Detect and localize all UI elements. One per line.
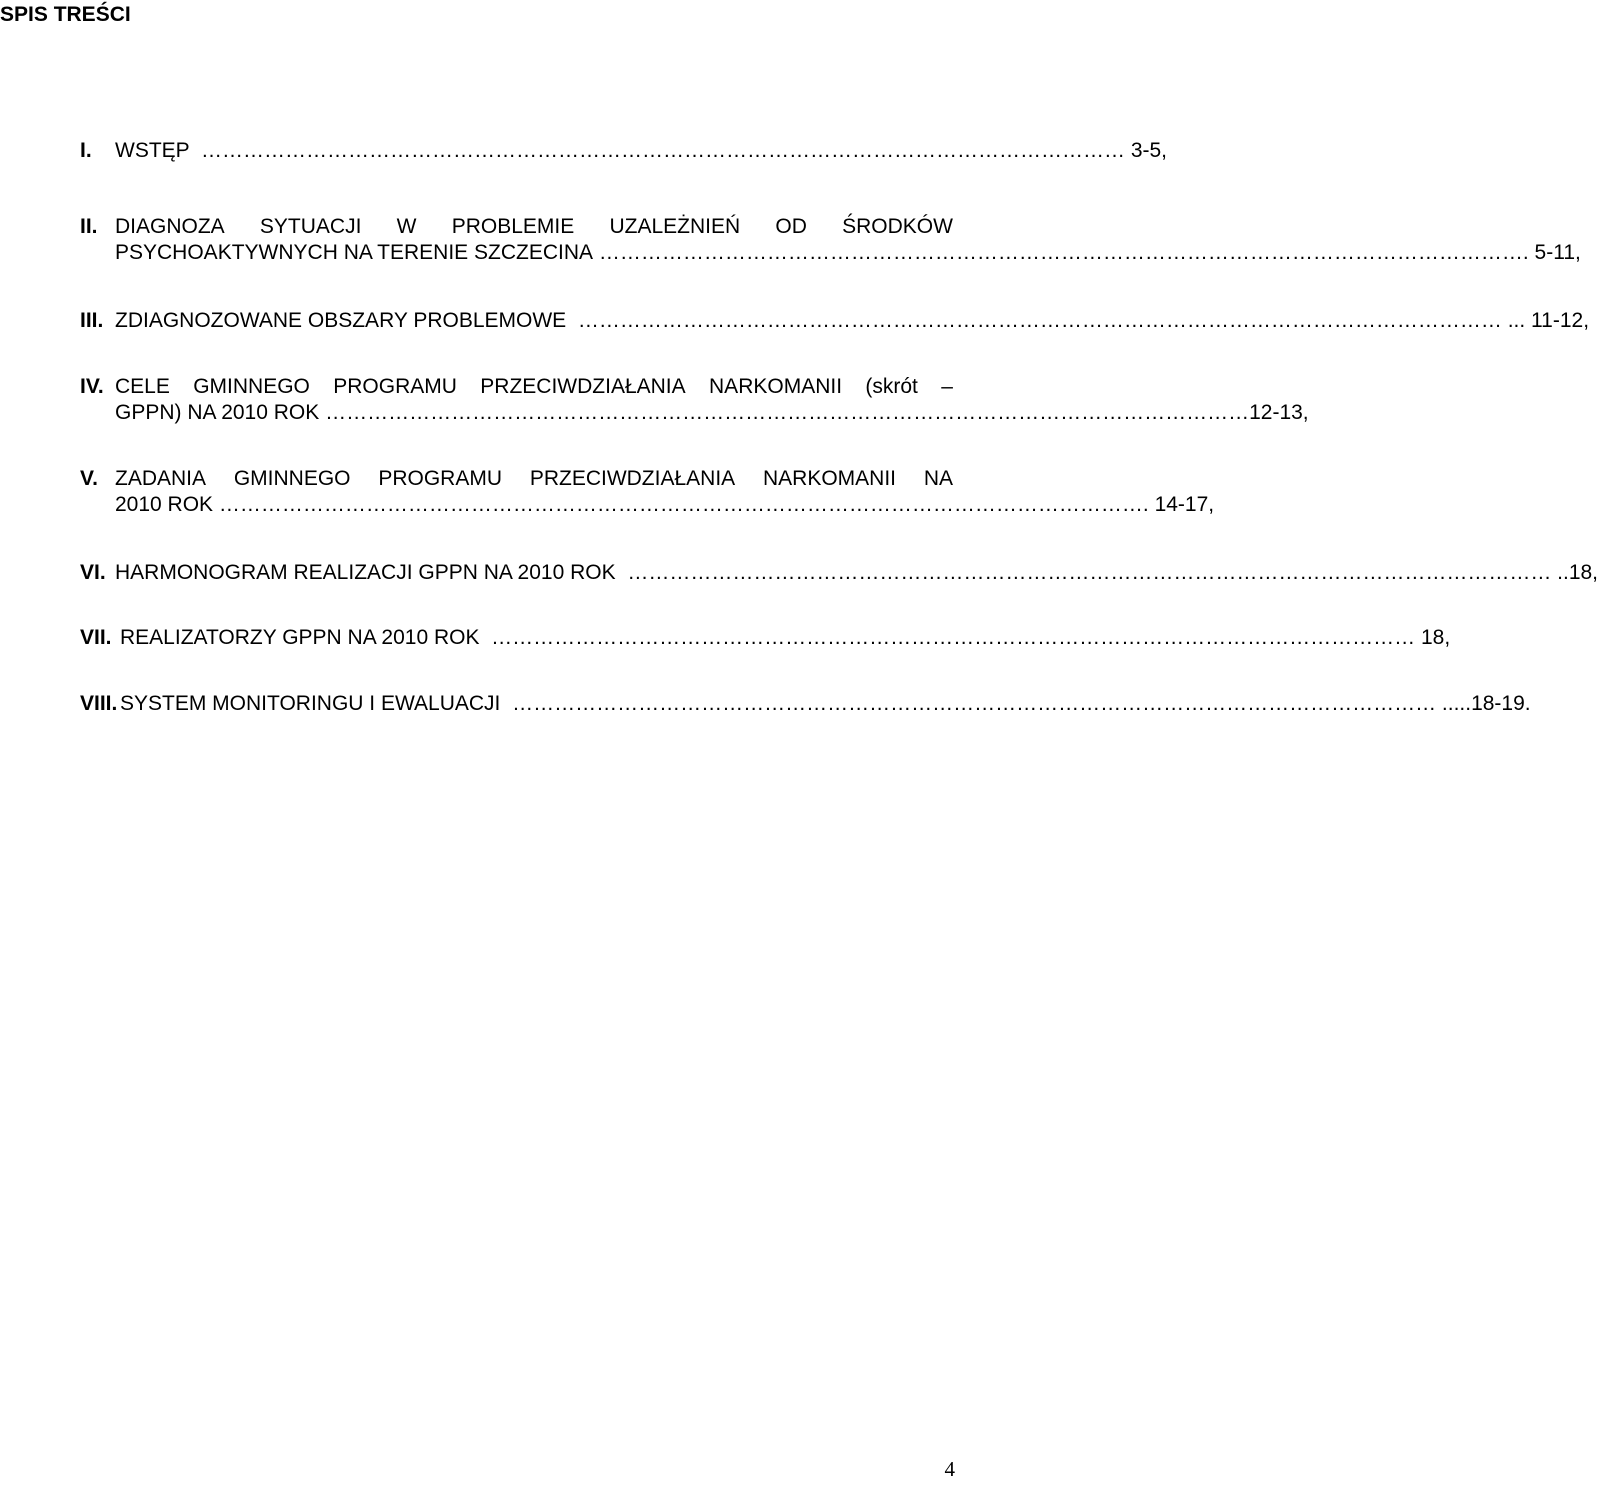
toc-entry-title: HARMONOGRAM REALIZACJI GPPN NA 2010 ROK <box>115 561 616 584</box>
title-word: UZALEŻNIEŃ <box>609 215 741 238</box>
toc-entry-number: II. <box>80 215 98 238</box>
toc-entry-7[interactable] <box>80 625 1451 651</box>
page-title: SPIS TREŚCI <box>0 3 131 26</box>
title-word: PRZECIWDZIAŁANIA <box>529 467 736 490</box>
toc-entry-1[interactable] <box>80 138 1168 164</box>
title-word: (skrót <box>865 375 918 398</box>
toc-entry-title-line2: PSYCHOAKTYWNYCH NA TERENIE SZCZECINA <box>115 241 594 264</box>
toc-entry-title-line1 <box>115 374 953 400</box>
title-word: PROGRAMU <box>333 375 457 398</box>
toc-entry-page: .....18-19. <box>1441 692 1531 715</box>
toc-entry-number: VII. <box>80 626 112 649</box>
title-word: SYTUACJI <box>259 215 362 238</box>
title-word: OD <box>775 215 807 238</box>
toc-entry-title-line1 <box>115 214 953 240</box>
toc-entry-page: ... 11-12, <box>1507 309 1590 332</box>
toc-entry-title-line2: 2010 ROK <box>115 493 214 516</box>
dot-leader <box>319 400 1249 426</box>
title-word: PROGRAMU <box>378 467 502 490</box>
dot-leader <box>572 309 1502 332</box>
toc-entry-title: SYSTEM MONITORINGU I EWALUACJI <box>120 692 501 715</box>
title-word: NA <box>923 467 953 490</box>
page-number: 4 <box>944 1457 955 1481</box>
toc-entry-page: 3-5, <box>1130 139 1168 162</box>
dot-leader <box>213 492 1143 518</box>
title-word: – <box>941 375 953 398</box>
toc-entry-2[interactable] <box>80 214 1581 266</box>
title-word: PRZECIWDZIAŁANIA <box>480 375 686 398</box>
toc-entry-title-line1 <box>115 466 953 492</box>
toc-entry-title: WSTĘP <box>115 139 190 162</box>
dot-leader <box>195 139 1125 162</box>
title-word: W <box>396 215 417 238</box>
toc-entry-page: . 14-17, <box>1142 493 1215 516</box>
toc-entry-number: VIII. <box>80 692 118 715</box>
dot-leader <box>506 692 1436 715</box>
toc-entry-4[interactable] <box>80 374 1309 426</box>
toc-entry-page: ..18, <box>1557 561 1598 584</box>
title-word: PROBLEMIE <box>451 215 575 238</box>
toc-entry-number: VI. <box>80 561 106 584</box>
toc-entry-5[interactable] <box>80 466 1215 518</box>
dot-leader <box>485 626 1415 649</box>
toc-entry-page: 12-13, <box>1249 401 1309 424</box>
dot-leader <box>621 561 1551 584</box>
title-word: CELE <box>115 375 170 398</box>
toc-entry-title-line2: GPPN) NA 2010 ROK <box>115 401 320 424</box>
toc-entry-number: III. <box>80 309 104 332</box>
toc-entry-number: V. <box>80 467 98 490</box>
dot-leader <box>593 240 1523 266</box>
title-word: ZADANIA <box>115 467 207 490</box>
toc-entry-page: 18, <box>1421 626 1451 649</box>
toc-entry-title: REALIZATORZY GPPN NA 2010 ROK <box>120 626 480 649</box>
title-word: GMINNEGO <box>233 467 351 490</box>
toc-entry-title: ZDIAGNOZOWANE OBSZARY PROBLEMOWE <box>115 309 567 332</box>
title-word: ŚRODKÓW <box>842 215 953 238</box>
toc-entry-6[interactable] <box>80 560 1598 586</box>
title-word: NARKOMANII <box>709 375 843 398</box>
toc-entry-page: . 5-11, <box>1522 241 1581 264</box>
title-word: NARKOMANII <box>762 467 896 490</box>
toc-entry-3[interactable] <box>80 308 1590 334</box>
toc-entry-8[interactable] <box>80 691 1531 717</box>
toc-entry-number: I. <box>80 139 92 162</box>
title-word: GMINNEGO <box>193 375 310 398</box>
toc-entry-number: IV. <box>80 375 104 398</box>
title-word: DIAGNOZA <box>115 215 225 238</box>
